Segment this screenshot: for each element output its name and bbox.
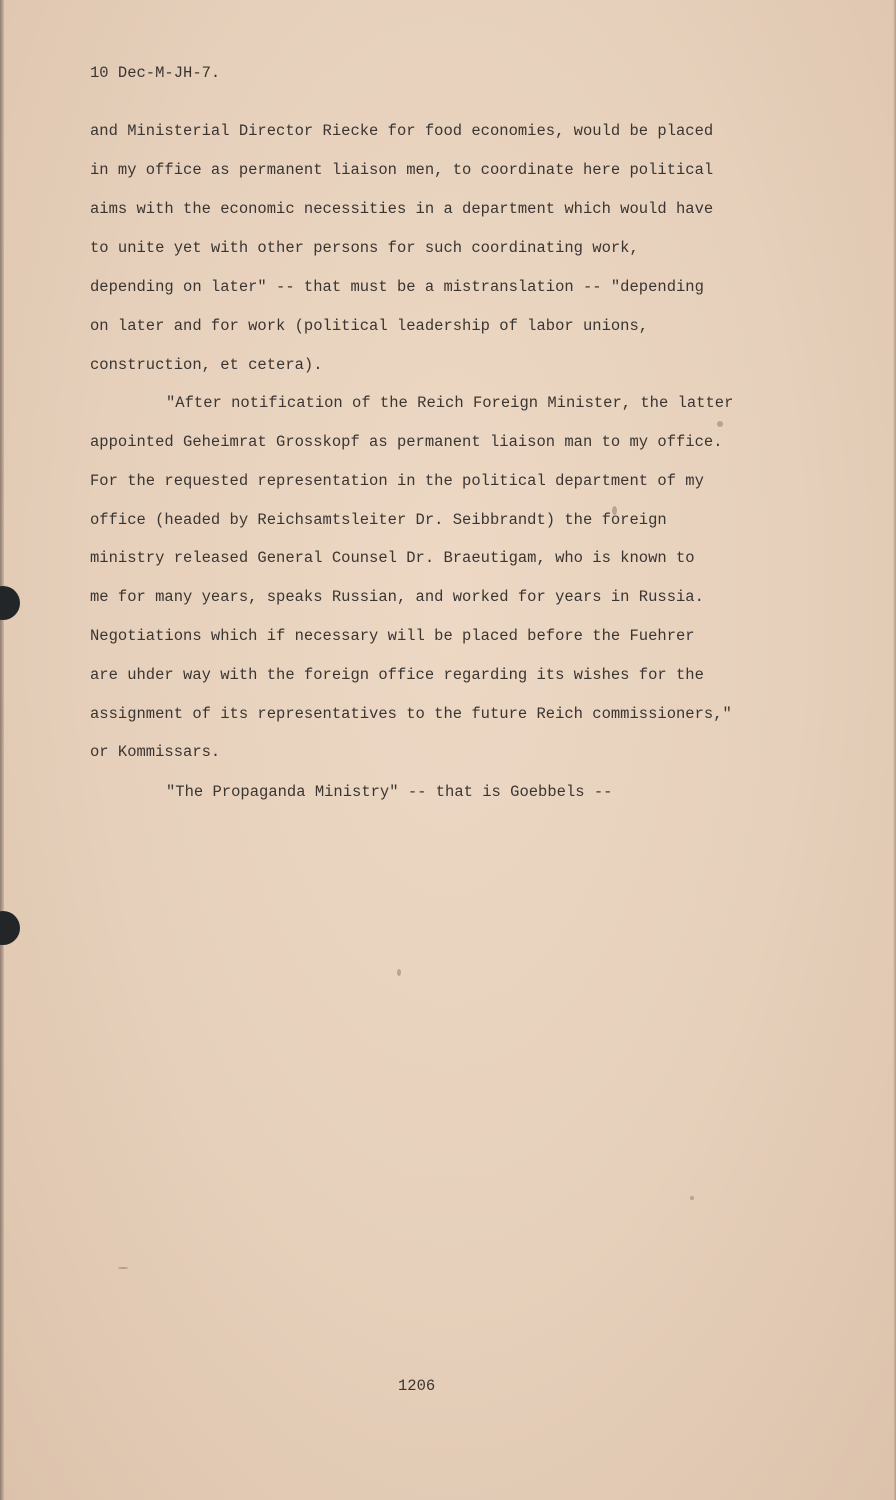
text-line: and Ministerial Director Riecke for food economies, would be placed [90, 122, 714, 140]
text-line: or Kommissars. [90, 743, 221, 761]
text-line: assignment of its representatives to the future Reich commissioners," [90, 705, 732, 723]
text-line: For the requested representation in the political department of my [90, 472, 704, 490]
paragraph-first-line: "The Propaganda Ministry" -- that is Goebbels -- [166, 783, 613, 801]
text-line: construction, et cetera). [90, 356, 323, 374]
paper-speck [717, 421, 723, 427]
text-line: appointed Geheimrat Grosskopf as permanent liaison man to my office. [90, 433, 723, 451]
text-line: aims with the economic necessities in a department which would have [90, 200, 714, 218]
text-line: office (headed by Reichsamtsleiter Dr. Seibbrandt) the foreign [90, 511, 667, 529]
page-left-edge [0, 0, 4, 1500]
binder-punch-hole-top [0, 586, 20, 620]
text-line: depending on later" -- that must be a mistranslation -- "depending [90, 278, 704, 296]
paper-speck [690, 1196, 694, 1200]
text-line: Negotiations which if necessary will be placed before the Fuehrer [90, 627, 695, 645]
text-line: ministry released General Counsel Dr. Braeutigam, who is known to [90, 549, 695, 567]
page-number: 1206 [398, 1377, 436, 1395]
text-line: to unite yet with other persons for such coordinating work, [90, 239, 639, 257]
text-line: me for many years, speaks Russian, and worked for years in Russia. [90, 588, 704, 606]
text-line: on later and for work (political leadership of labor unions, [90, 317, 649, 335]
paper-speck [118, 1267, 128, 1269]
text-line: are uhder way with the foreign office regarding its wishes for the [90, 666, 704, 684]
document-reference-header: 10 Dec-M-JH-7. [90, 64, 221, 82]
binder-punch-hole-bottom [0, 911, 20, 945]
paragraph-first-line: "After notification of the Reich Foreign Minister, the latter [166, 394, 734, 412]
paper-speck [397, 969, 401, 976]
text-line: in my office as permanent liaison men, to coordinate here political [90, 161, 714, 179]
